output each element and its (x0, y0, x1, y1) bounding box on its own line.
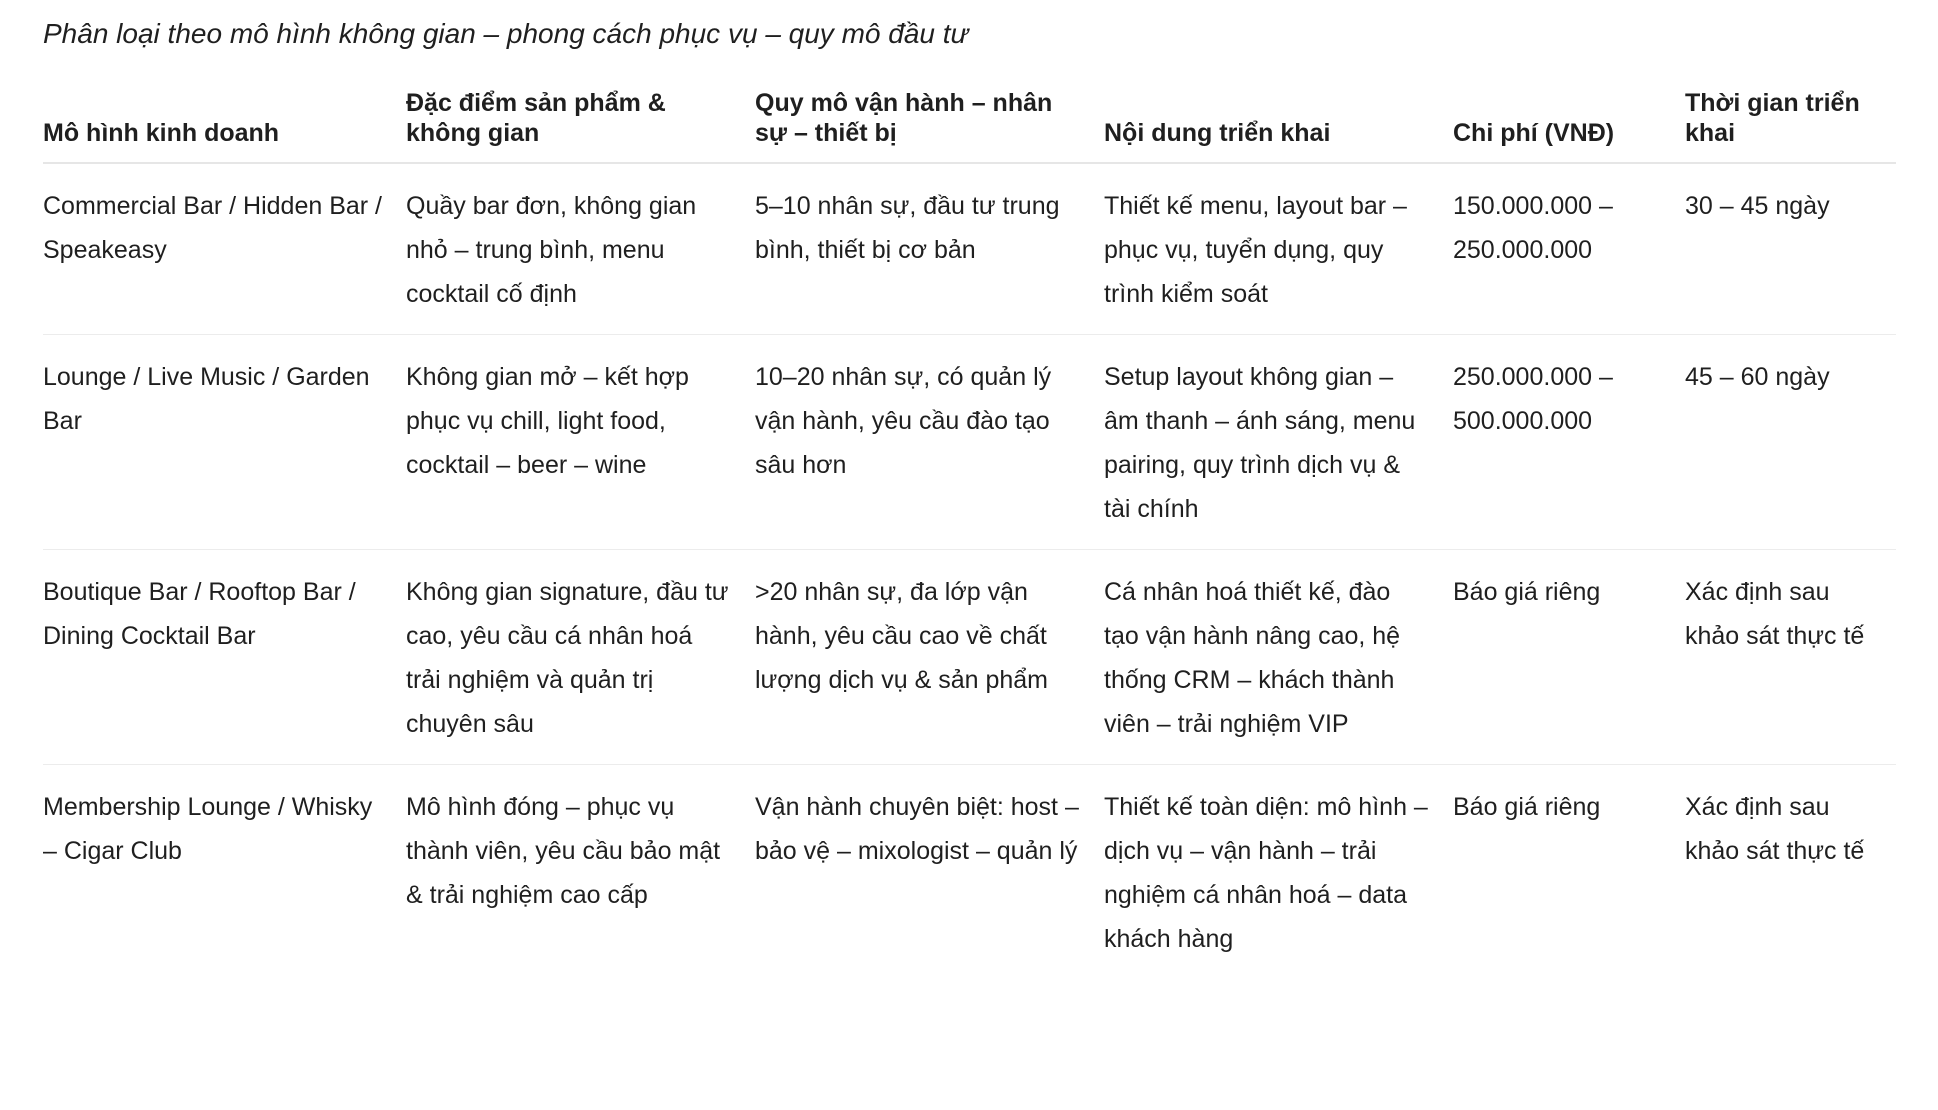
table-caption: Phân loại theo mô hình không gian – phong cách phục vụ – quy mô đầu tư (43, 18, 969, 49)
cell-timeline: Xác định sau khảo sát thực tế (1685, 793, 1865, 865)
cell-product-space: Mô hình đóng – phục vụ thành viên, yêu cầu bảo mật & trải nghiệm cao cấp (406, 793, 721, 909)
table-row (43, 335, 1896, 550)
cell-product-space: Không gian signature, đầu tư cao, yêu cầu cá nhân hoá trải nghiệm và quản trị chuyên sâu (406, 550, 755, 765)
cell-timeline: 30 – 45 ngày (1685, 163, 1896, 335)
cell-product-space: Quầy bar đơn, không gian nhỏ – trung bình, menu cocktail cố định (406, 163, 755, 335)
cell-operation-scale: Vận hành chuyên biệt: host – bảo vệ – mixologist – quản lý (755, 793, 1079, 865)
header-implementation: Nội dung triển khai (1104, 84, 1453, 163)
cell-implementation: Setup layout không gian – âm thanh – ánh sáng, menu pairing, quy trình dịch vụ & tài chính (1104, 335, 1453, 550)
cell-cost: Báo giá riêng (1453, 550, 1685, 765)
cell-business-model: Lounge / Live Music / Garden Bar (43, 335, 406, 550)
table-header-row (43, 84, 1896, 163)
table-row (43, 765, 1896, 980)
cell-operation-scale: 10–20 nhân sự, có quản lý vận hành, yêu cầu đào tạo sâu hơn (755, 335, 1104, 550)
cell-implementation: Thiết kế toàn diện: mô hình – dịch vụ – vận hành – trải nghiệm cá nhân hoá – data khách hàng (1104, 793, 1428, 953)
cell-implementation: Cá nhân hoá thiết kế, đào tạo vận hành nâng cao, hệ thống CRM – khách thành viên – trải nghiệm VIP (1104, 550, 1453, 765)
cell-business-model: Membership Lounge / Whisky – Cigar Club (43, 793, 373, 865)
header-operation-scale: Quy mô vận hành – nhân sự – thiết bị (755, 84, 1104, 163)
cell-business-model: Boutique Bar / Rooftop Bar / Dining Cocktail Bar (43, 550, 406, 765)
header-product-space: Đặc điểm sản phẩm & không gian (406, 84, 755, 163)
table-row (43, 163, 1896, 335)
cell-cost: 250.000.000 – 500.000.000 (1453, 335, 1685, 550)
cell-operation-scale: 5–10 nhân sự, đầu tư trung bình, thiết bị cơ bản (755, 163, 1104, 335)
header-business-model: Mô hình kinh doanh (43, 84, 406, 163)
cell-business-model: Commercial Bar / Hidden Bar / Speakeasy (43, 163, 406, 335)
header-timeline: Thời gian triển khai (1685, 84, 1896, 163)
cell-cost: 150.000.000 – 250.000.000 (1453, 163, 1685, 335)
cell-cost: Báo giá riêng (1453, 793, 1601, 821)
cell-timeline: Xác định sau khảo sát thực tế (1685, 550, 1896, 765)
cell-implementation: Thiết kế menu, layout bar – phục vụ, tuyển dụng, quy trình kiểm soát (1104, 163, 1453, 335)
cell-operation-scale: >20 nhân sự, đa lớp vận hành, yêu cầu cao về chất lượng dịch vụ & sản phẩm (755, 550, 1104, 765)
business-model-table (43, 84, 1896, 979)
header-cost: Chi phí (VNĐ) (1453, 84, 1685, 163)
table-row (43, 550, 1896, 765)
cell-timeline: 45 – 60 ngày (1685, 335, 1896, 550)
cell-product-space: Không gian mở – kết hợp phục vụ chill, light food, cocktail – beer – wine (406, 335, 755, 550)
